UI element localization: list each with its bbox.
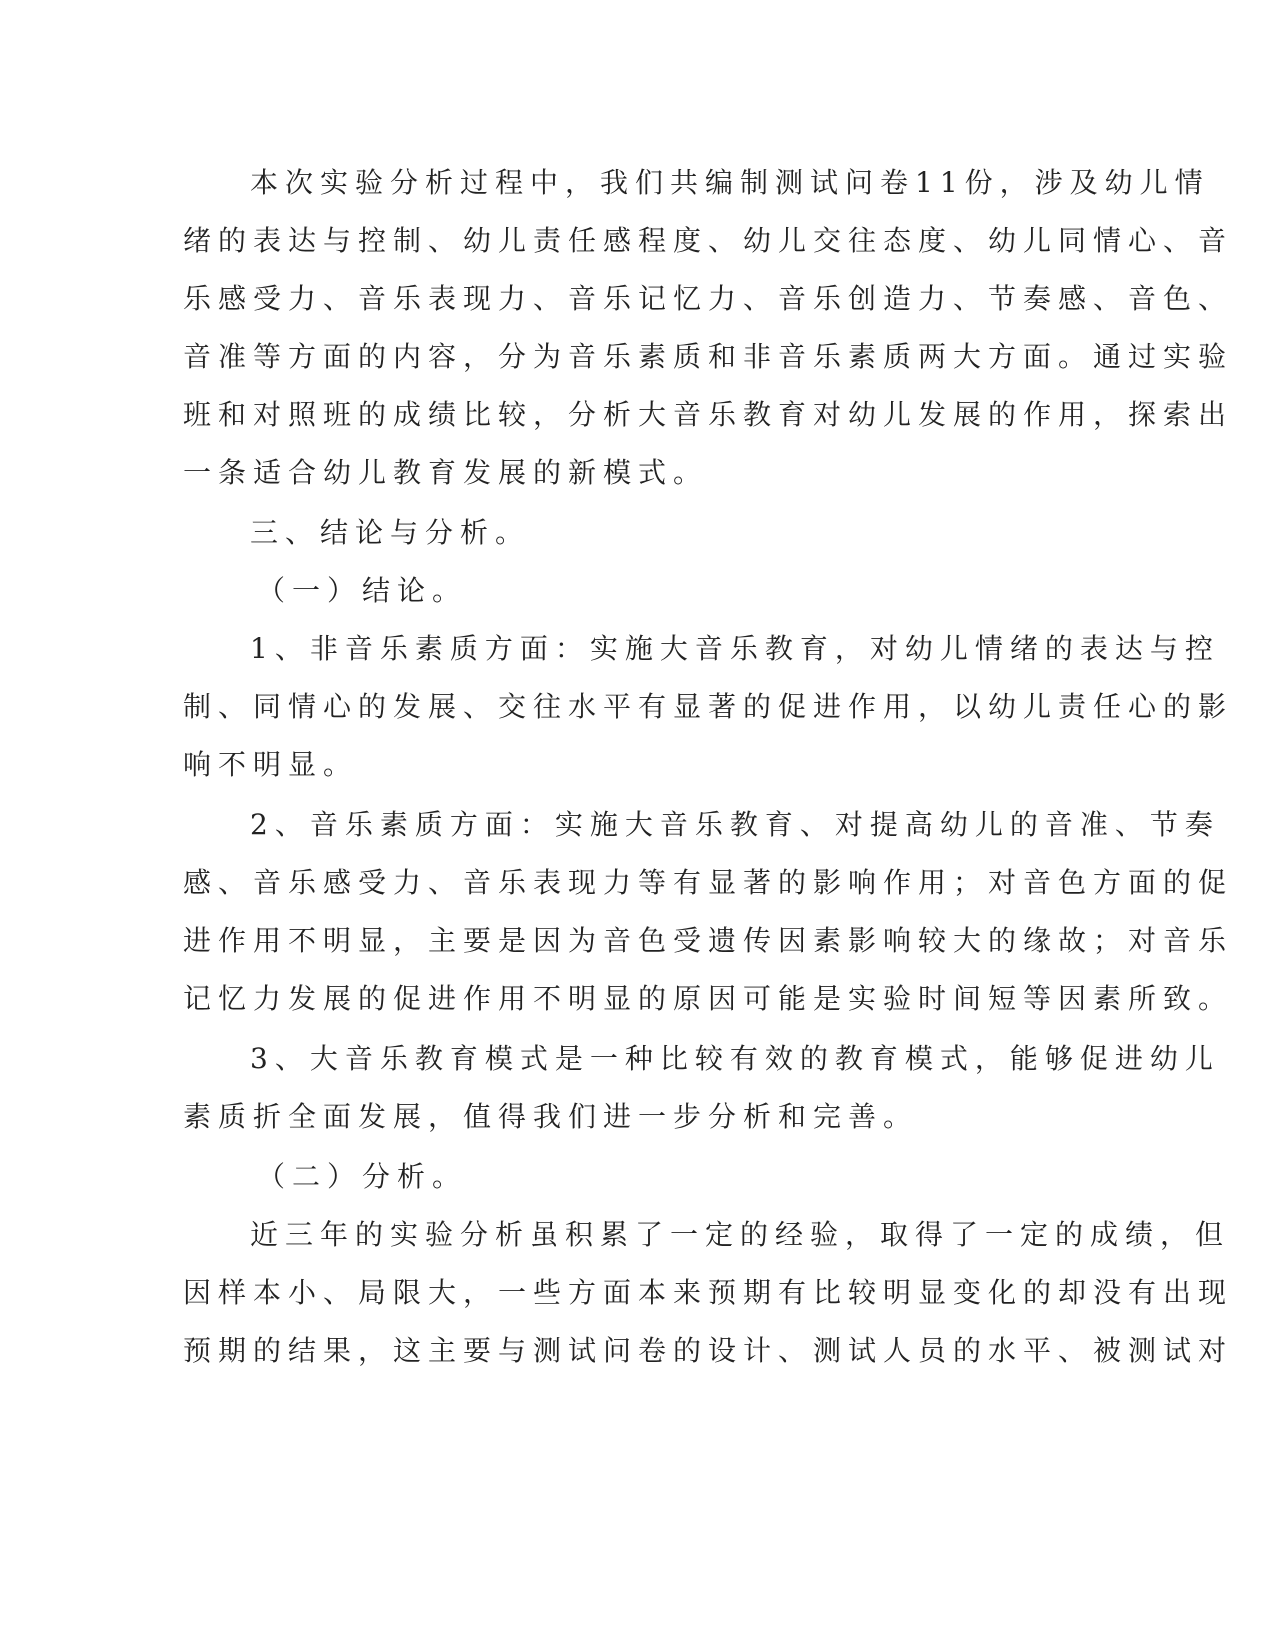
paragraph-line: 3、大音乐教育模式是一种比较有效的教育模式，能够促进幼儿 bbox=[250, 1042, 1220, 1075]
paragraph-line: 素质折全面发展，值得我们进一步分析和完善。 bbox=[183, 1100, 919, 1133]
paragraph-line: 音准等方面的内容，分为音乐素质和非音乐素质两大方面。通过实验 bbox=[183, 340, 1234, 373]
paragraph-line: 感、音乐感受力、音乐表现力等有显著的影响作用；对音色方面的促 bbox=[183, 866, 1234, 899]
paragraph-line: 因样本小、局限大，一些方面本来预期有比较明显变化的却没有出现 bbox=[183, 1276, 1234, 1309]
paragraph-line: 进作用不明显，主要是因为音色受遗传因素影响较大的缘故；对音乐 bbox=[183, 924, 1234, 957]
subsection-heading: （二）分析。 bbox=[257, 1160, 468, 1193]
paragraph-line: 班和对照班的成绩比较，分析大音乐教育对幼儿发展的作用，探索出 bbox=[183, 398, 1234, 431]
section-heading: 三、结论与分析。 bbox=[250, 516, 531, 549]
paragraph-line: 响不明显。 bbox=[183, 748, 359, 781]
subsection-heading: （一）结论。 bbox=[257, 574, 468, 607]
paragraph-line: 1、非音乐素质方面：实施大音乐教育，对幼儿情绪的表达与控 bbox=[250, 632, 1220, 665]
paragraph-line: 制、同情心的发展、交往水平有显著的促进作用，以幼儿责任心的影 bbox=[183, 690, 1234, 723]
paragraph-line: 绪的表达与控制、幼儿责任感程度、幼儿交往态度、幼儿同情心、音 bbox=[183, 224, 1234, 257]
paragraph-line: 近三年的实验分析虽积累了一定的经验，取得了一定的成绩，但 bbox=[250, 1218, 1231, 1251]
paragraph-line: 记忆力发展的促进作用不明显的原因可能是实验时间短等因素所致。 bbox=[183, 982, 1234, 1015]
paragraph-line: 一条适合幼儿教育发展的新模式。 bbox=[183, 456, 709, 489]
paragraph-line: 预期的结果，这主要与测试问卷的设计、测试人员的水平、被测试对 bbox=[183, 1334, 1234, 1367]
paragraph-line: 本次实验分析过程中，我们共编制测试问卷11份，涉及幼儿情 bbox=[250, 166, 1210, 199]
paragraph-line: 2、音乐素质方面：实施大音乐教育、对提高幼儿的音准、节奏 bbox=[250, 808, 1220, 841]
paragraph-line: 乐感受力、音乐表现力、音乐记忆力、音乐创造力、节奏感、音色、 bbox=[183, 282, 1234, 315]
